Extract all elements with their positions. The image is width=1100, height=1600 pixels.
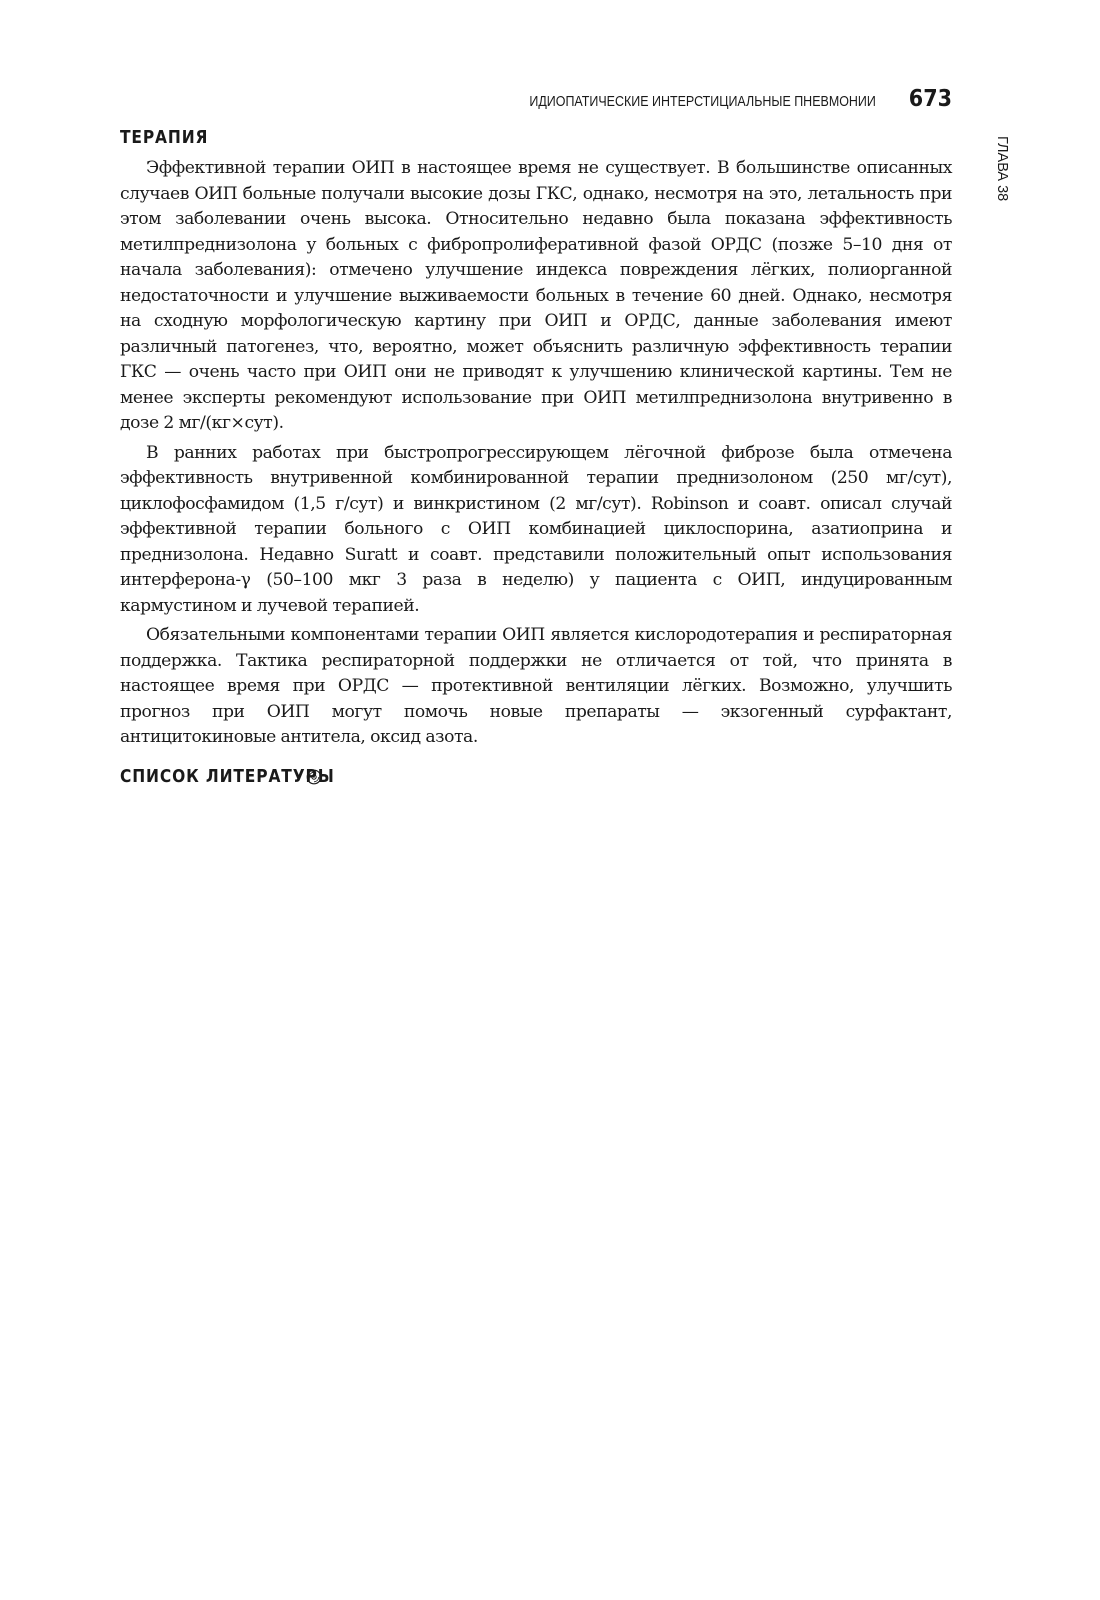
chapter-side-tab: ГЛАВА 38 <box>994 136 1010 202</box>
therapy-paragraph-1: Эффективной терапии ОИП в настоящее время не существует. В большинстве описанных случаев ОИП больные получали высокие дозы ГКС, однако, несмотря на это, летальность при этом заболевании очень высока. Относительно недавно была показана эффективность метилпреднизолона у больных с фибропролиферативной фазой ОРДС (позже 5–10 дня от начала заболевания): отмечено улучшение индекса повреждения лёгких, полиорганной недостаточности и улучшение выживаемости больных в течение 60 дней. Однако, несмотря на сходную морфологическую картину при ОИП и ОРДС, данные заболевания имеют различный патогенез, что, вероятно, может объяснить различную эффективность терапии ГКС — очень часто при ОИП они не приводят к улучшению клинической картины. Тем не менее эксперты рекомендуют использование при ОИП метилпреднизолона внутривенно в дозе 2 мг/(кг×сут). <box>120 158 952 433</box>
references-section <box>120 763 952 791</box>
therapy-section <box>120 124 952 751</box>
therapy-paragraph-3: Обязательными компонентами терапии ОИП является кислородотерапия и респираторная поддержка. Тактика респираторной поддержки не отличается от той, что принята в настоящее время при ОРДС — протективной вентиляции лёгких. Возможно, улучшить прогноз при ОИП могут помочь новые препараты — экзогенный сурфактант, антицитокиновые антитела, оксид азота. <box>120 625 952 747</box>
page-number: 673 <box>908 86 952 112</box>
section-heading-references: СПИСОК ЛИТЕРАТУРЫ <box>120 765 335 787</box>
running-title: ИДИОПАТИЧЕСКИЕ ИНТЕРСТИЦИАЛЬНЫЕ ПНЕВМОНИИ <box>529 94 876 110</box>
section-heading-therapy: ТЕРАПИЯ <box>120 127 209 148</box>
page-content <box>120 124 952 791</box>
running-header <box>120 86 952 112</box>
therapy-paragraph-2: В ранних работах при быстропрогрессирующем лёгочной фиброзе была отмечена эффективность внутривенной комбинированной терапии преднизолоном (250 мг/сут), циклофосфамидом (1,5 г/сут) и винкристином (2 мг/сут). Robinson и соавт. описал случай эффективной терапии больного с ОИП комбинацией циклоспорина, азатиоприна и преднизолона. Недавно Suratt и соавт. представили положительный опыт использования интерферона-γ (50–100 мкг 3 раза в неделю) у пациента с ОИП, индуцированным кармустином и лучевой терапией. <box>120 442 952 616</box>
